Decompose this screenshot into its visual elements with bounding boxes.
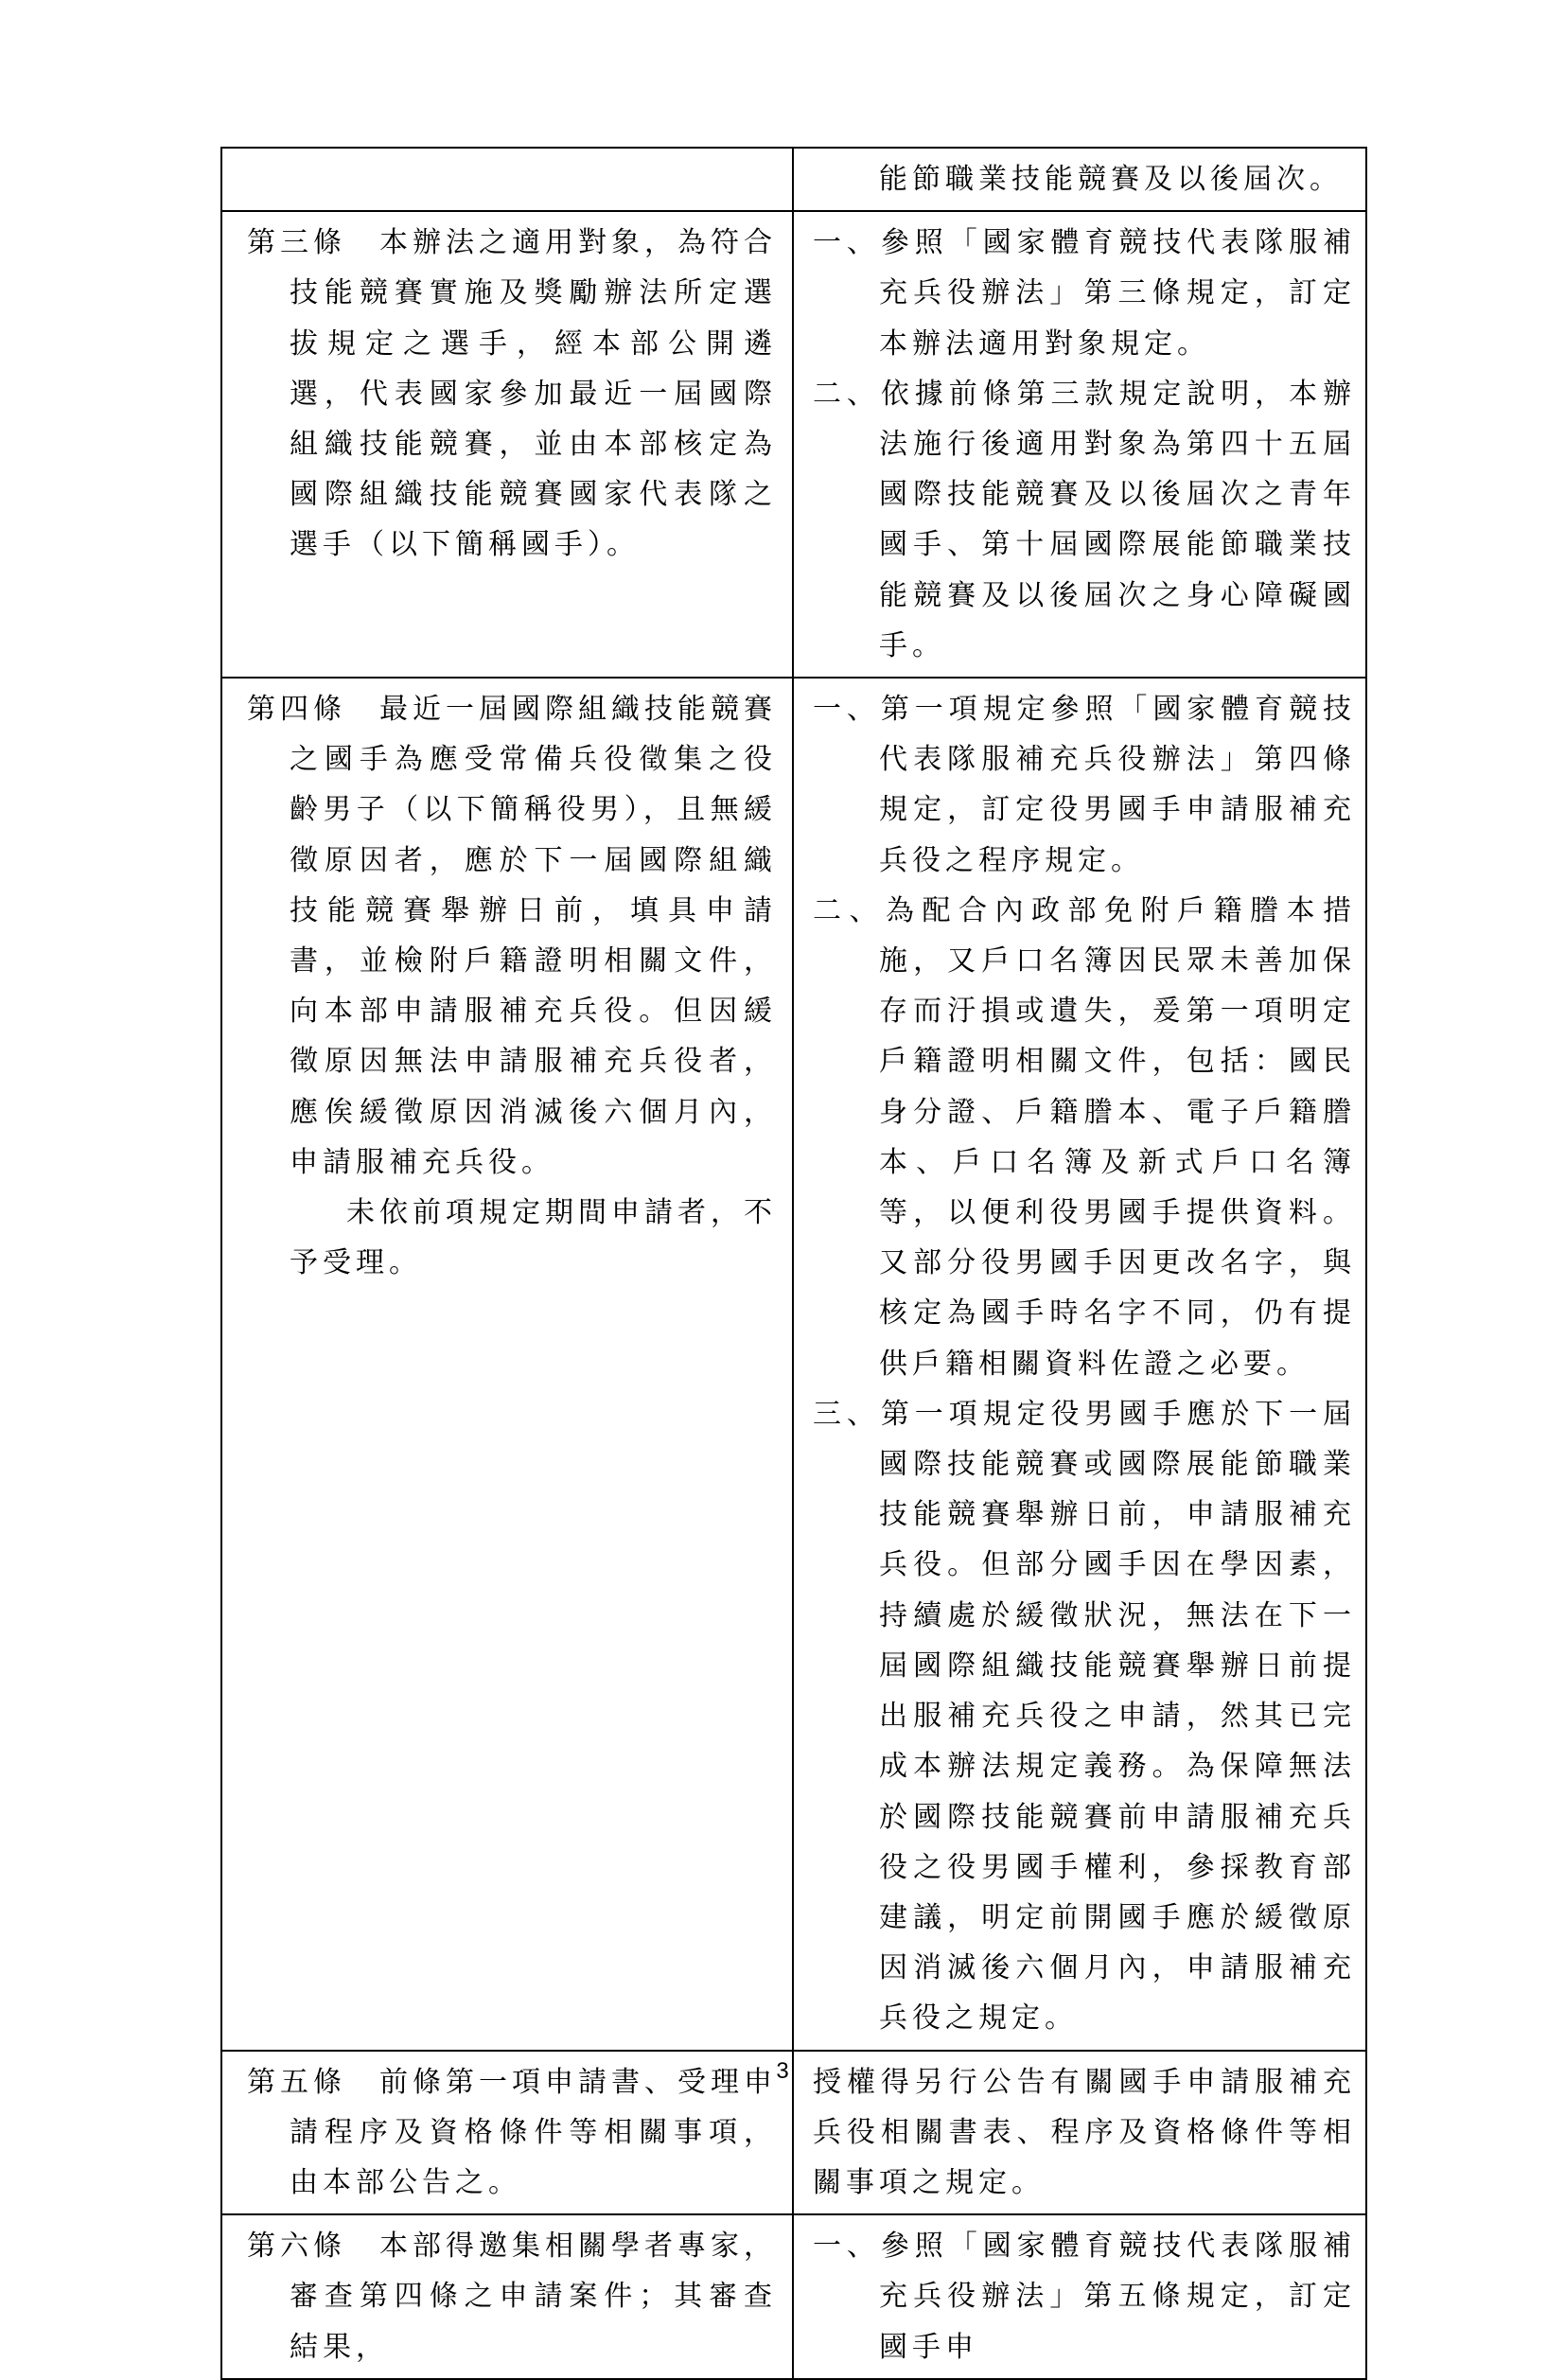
article-text: 第三條 本辦法之適用對象，為符合技能競賽實施及獎勵辦法所定選拔規定之選手，經本部公開遴選，代表國家參加最近一屆國際組織技能競賽，並由本部核定為國際組織技能競賽國家代表隊之選手（以下簡稱國手）。 <box>247 226 777 562</box>
article-cell <box>221 678 793 2050</box>
article-text: 第五條 前條第一項申請書、受理申請程序及資格條件等相關事項，由本部公告之。 <box>247 2065 777 2199</box>
explanation-item: 二、依據前條第三款規定說明，本辦法施行後適用對象為第四十五屆國際技能競賽及以後屆次之青年國手、第十屆國際展能節職業技能競賽及以後屆次之身心障礙國手。 <box>813 377 1356 662</box>
explanation-item: 一、參照「國家體育競技代表隊服補充兵役辦法」第五條規定，訂定國手申 <box>813 2230 1356 2364</box>
page-number: 3 <box>776 2058 789 2084</box>
article-text: 第四條 最近一屆國際組織技能競賽之國手為應受常備兵役徵集之役齡男子（以下簡稱役男），且無緩徵原因者，應於下一屆國際組織技能競賽舉辦日前，填具申請書，並檢附戶籍證明相關文件，向本部申請服補充兵役。但因緩徵原因無法申請服補充兵役者，應俟緩徵原因消滅後六個月內，申請服補充兵役。 <box>247 693 777 1179</box>
explanation-item: 三、第一項規定役男國手應於下一屆國際技能競賽或國際展能節職業技能競賽舉辦日前，申請服補充兵役。但部分國手因在學因素，持續處於緩徵狀況，無法在下一屆國際組織技能競賽舉辦日前提出服補充兵役之申請，然其已完成本辦法規定義務。為保障無法於國際技能競賽前申請服補充兵役之役男國手權利，參採教育部建議，明定前開國手應於緩徵原因消滅後六個月內，申請服補充兵役之規定。 <box>813 1397 1356 2036</box>
explanation-cell <box>793 2214 1366 2379</box>
explanation-cell <box>793 211 1366 678</box>
table-row <box>221 2214 1366 2379</box>
explanation-item: 一、參照「國家體育競技代表隊服補充兵役辦法」第三條規定，訂定本辦法適用對象規定。 <box>813 226 1356 361</box>
explanation-cell <box>793 678 1366 2050</box>
table-row <box>221 678 1366 2050</box>
article-cell <box>221 2214 793 2379</box>
article-cell <box>221 148 793 211</box>
explanation-cell <box>793 148 1366 211</box>
explanation-item: 一、第一項規定參照「國家體育競技代表隊服補充兵役辦法」第四條規定，訂定役男國手申請服補充兵役之程序規定。 <box>813 693 1356 877</box>
article-text: 第六條 本部得邀集相關學者專家，審查第四條之申請案件；其審查結果， <box>247 2230 777 2364</box>
explanation-text: 能節職業技能競賽及以後屆次。 <box>879 163 1343 196</box>
article-paragraph: 未依前項規定期間申請者，不予受理。 <box>290 1196 777 1280</box>
table-row <box>221 211 1366 678</box>
explanation-text: 授權得另行公告有關國手申請服補充兵役相關書表、程序及資格條件等相關事項之規定。 <box>813 2065 1356 2199</box>
table-row <box>221 148 1366 211</box>
comparison-table <box>220 147 1367 2380</box>
article-cell <box>221 211 793 678</box>
explanation-item: 二、為配合內政部免附戶籍謄本措施，又戶口名簿因民眾未善加保存而汙損或遺失，爰第一項明定戶籍證明相關文件，包括：國民身分證、戶籍謄本、電子戶籍謄本、戶口名簿及新式戶口名簿等，以便利役男國手提供資料。又部分役男國手因更改名字，與核定為國手時名字不同，仍有提供戶籍相關資料佐證之必要。 <box>813 893 1356 1381</box>
